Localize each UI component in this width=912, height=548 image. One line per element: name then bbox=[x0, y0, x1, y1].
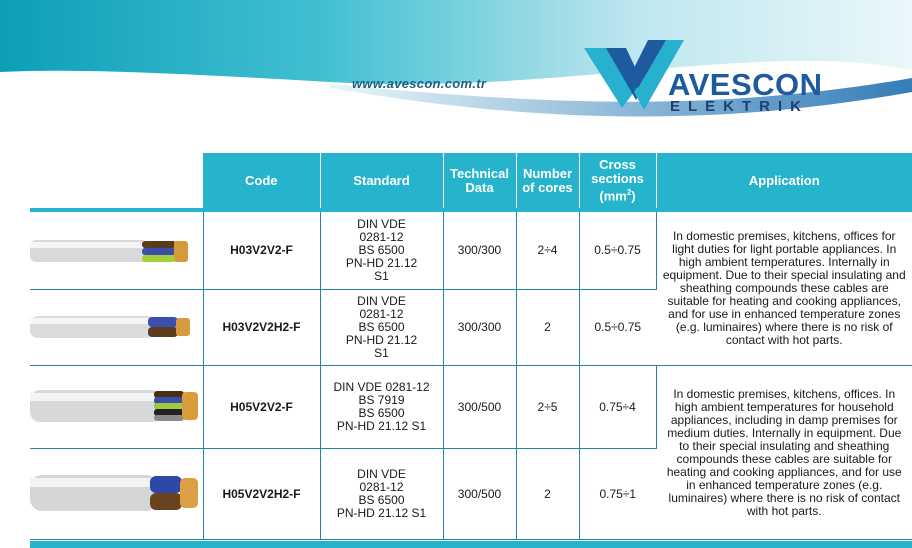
row-application: In domestic premises, kitchens, offices. In high ambient temperatures for household appliances, including in damp premises for medium duties. Internally in equipment. Due to their special insulating and sheathing compounds these cables are suitable for heating and cooking appliances, and for use in enhanced temperature zones (e.g. luminaires) where there is no risk of contact with hot parts. bbox=[656, 366, 912, 540]
row-standard bbox=[320, 366, 443, 449]
header-number-of-cores: Number of cores bbox=[516, 153, 579, 208]
standard-line: PN-HD 21.12 S1 bbox=[336, 419, 427, 433]
row-standard bbox=[320, 290, 443, 366]
cable-spec-table bbox=[30, 153, 912, 540]
row-cross-sections: 0.75÷4 bbox=[579, 366, 656, 449]
logo-name: AVESCON bbox=[668, 67, 823, 102]
standard-line: BS 7919 bbox=[358, 393, 405, 407]
header-image-spacer bbox=[30, 153, 203, 208]
table-row bbox=[30, 366, 912, 449]
website-url[interactable]: www.avescon.com.tr bbox=[352, 76, 487, 91]
standard-line: 0281-12 bbox=[359, 307, 404, 321]
row-number-of-cores: 2÷4 bbox=[516, 212, 579, 290]
row-code: H03V2V2H2-F bbox=[203, 290, 320, 366]
header-code: Code bbox=[203, 153, 320, 208]
table-row bbox=[30, 212, 912, 290]
row-number-of-cores: 2 bbox=[516, 449, 579, 540]
standard-line: 0281-12 bbox=[359, 480, 404, 494]
cable-image-cell bbox=[30, 212, 203, 290]
standard-line: BS 6500 bbox=[358, 320, 405, 334]
row-application: In domestic premises, kitchens, offices for light duties for light portable appliances. In high ambient temperatures. Internally in equipment. Due to their special insulating and sheathing compounds these cables are suitable for heating and cooking appliances, and for use in enhanced temperature zones (e.g. luminaires) where there is no risk of contact with hot parts. bbox=[656, 212, 912, 366]
cable-3-core-icon bbox=[30, 212, 203, 289]
standard-line: BS 6500 bbox=[358, 406, 405, 420]
header-cross-sections-sup: 2 bbox=[626, 187, 632, 197]
row-technical-data: 300/500 bbox=[443, 366, 516, 449]
table-header-row bbox=[30, 153, 912, 208]
cable-flat-2-core-icon bbox=[30, 290, 203, 365]
row-technical-data: 300/300 bbox=[443, 290, 516, 366]
standard-line: DIN VDE bbox=[357, 467, 406, 481]
bottom-band bbox=[30, 541, 912, 548]
row-cross-sections: 0.5÷0.75 bbox=[579, 212, 656, 290]
cable-image-cell bbox=[30, 449, 203, 540]
row-standard bbox=[320, 449, 443, 540]
row-technical-data: 300/500 bbox=[443, 449, 516, 540]
cable-5-core-icon bbox=[30, 366, 203, 448]
standard-line: PN-HD 21.12 bbox=[345, 333, 418, 347]
standard-line: DIN VDE 0281-12 bbox=[333, 380, 430, 394]
standard-line: 0281-12 bbox=[359, 230, 404, 244]
row-code: H05V2V2-F bbox=[203, 366, 320, 449]
header-technical-data: Technical Data bbox=[443, 153, 516, 208]
logo-subtitle: ELEKTRIK bbox=[670, 98, 809, 115]
row-number-of-cores: 2 bbox=[516, 290, 579, 366]
standard-line: DIN VDE bbox=[357, 294, 406, 308]
standard-line: S1 bbox=[374, 269, 389, 283]
row-cross-sections: 0.5÷0.75 bbox=[579, 290, 656, 366]
cable-image-cell bbox=[30, 290, 203, 366]
header-cross-sections-label: Cross sections (mm bbox=[591, 156, 644, 204]
header-cross-sections bbox=[579, 153, 656, 208]
standard-line: PN-HD 21.12 S1 bbox=[336, 506, 427, 520]
standard-line: PN-HD 21.12 bbox=[345, 256, 418, 270]
row-technical-data: 300/300 bbox=[443, 212, 516, 290]
standard-line: DIN VDE bbox=[357, 217, 406, 231]
row-code: H03V2V2-F bbox=[203, 212, 320, 290]
standard-line: BS 6500 bbox=[358, 493, 405, 507]
header-application: Application bbox=[656, 153, 912, 208]
page-header bbox=[0, 0, 912, 150]
cable-image-cell bbox=[30, 366, 203, 449]
header-standard: Standard bbox=[320, 153, 443, 208]
header-cross-sections-end: ) bbox=[631, 188, 636, 204]
row-cross-sections: 0.75÷1 bbox=[579, 449, 656, 540]
cable-flat-2-core-large-icon bbox=[30, 449, 203, 539]
row-code: H05V2V2H2-F bbox=[203, 449, 320, 540]
standard-line: BS 6500 bbox=[358, 243, 405, 257]
row-standard bbox=[320, 212, 443, 290]
standard-line: S1 bbox=[374, 346, 389, 360]
row-number-of-cores: 2÷5 bbox=[516, 366, 579, 449]
